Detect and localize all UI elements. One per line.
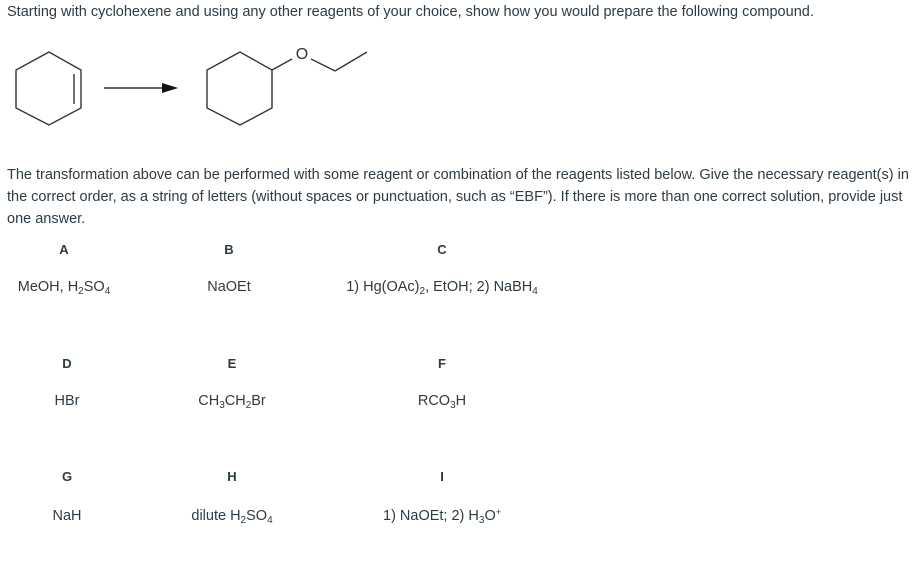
subscript: 4: [267, 515, 273, 526]
instructions-text: The transformation above can be performed with some reagent or combination of the reagents listed below. Give the necessary reagent(s) in the correct order, as a string of letters (without spaces or punctuation, such as “EBF”). If there is more than one correct solution, provide just one answer.: [7, 167, 909, 227]
reagent-text: CH: [224, 393, 246, 409]
reagent-e: [112, 393, 352, 409]
reagent-b: [109, 279, 349, 295]
reagent-letter-d: D: [62, 356, 72, 371]
reagent-text: HBr: [54, 393, 80, 409]
reagent-letter-c: C: [437, 242, 447, 257]
reagent-text: SO: [83, 279, 105, 295]
reagent-text: MeOH, H: [17, 279, 79, 295]
subscript: 4: [104, 286, 111, 297]
reagent-letter-h: H: [227, 469, 237, 484]
subscript: 3: [219, 400, 225, 411]
superscript: +: [495, 507, 501, 517]
reagent-text: dilute H: [191, 508, 241, 524]
question-text: Starting with cyclohexene and using any other reagents of your choice, show how you would prepare the following compound.: [7, 4, 814, 20]
reagent-text: 1) Hg(OAc): [346, 279, 420, 295]
cyclohexyl-ethyl-ether-structure: [207, 52, 367, 125]
reagent-h: [112, 508, 352, 524]
reagent-letter-i: I: [440, 469, 444, 484]
reagent-f: [322, 393, 562, 409]
reagent-text: 1) NaOEt; 2) H: [383, 508, 479, 524]
subscript: 2: [78, 286, 84, 297]
reagent-letter-f: F: [438, 356, 446, 371]
reaction-arrow-icon: [104, 83, 178, 93]
reagent-text: NaOEt: [207, 279, 251, 295]
reagent-c: [322, 279, 562, 295]
oxygen-label: O: [295, 46, 309, 63]
subscript: 4: [532, 286, 538, 297]
reagent-letter-g: G: [61, 469, 73, 484]
reagent-text: RCO: [417, 393, 451, 409]
cyclohexene-structure: [16, 52, 81, 125]
subscript: 3: [450, 400, 456, 411]
reagent-letter-b: B: [224, 242, 234, 257]
reagent-text: O: [484, 508, 496, 524]
reagent-text: NaH: [52, 508, 82, 524]
reaction-scheme: [0, 30, 400, 140]
reagent-letter-a: A: [59, 242, 69, 257]
reagent-text: SO: [246, 508, 268, 524]
reagent-text: CH: [198, 393, 220, 409]
subscript: 3: [478, 515, 485, 526]
reagent-text: , EtOH; 2) NaBH: [425, 279, 533, 295]
subscript: 2: [240, 515, 247, 526]
reagent-i: [322, 508, 562, 524]
subscript: 2: [419, 286, 426, 297]
reagent-text: H: [455, 393, 467, 409]
subscript: 2: [245, 400, 252, 411]
reagent-letter-e: E: [227, 356, 237, 371]
reagent-text: Br: [251, 393, 266, 409]
